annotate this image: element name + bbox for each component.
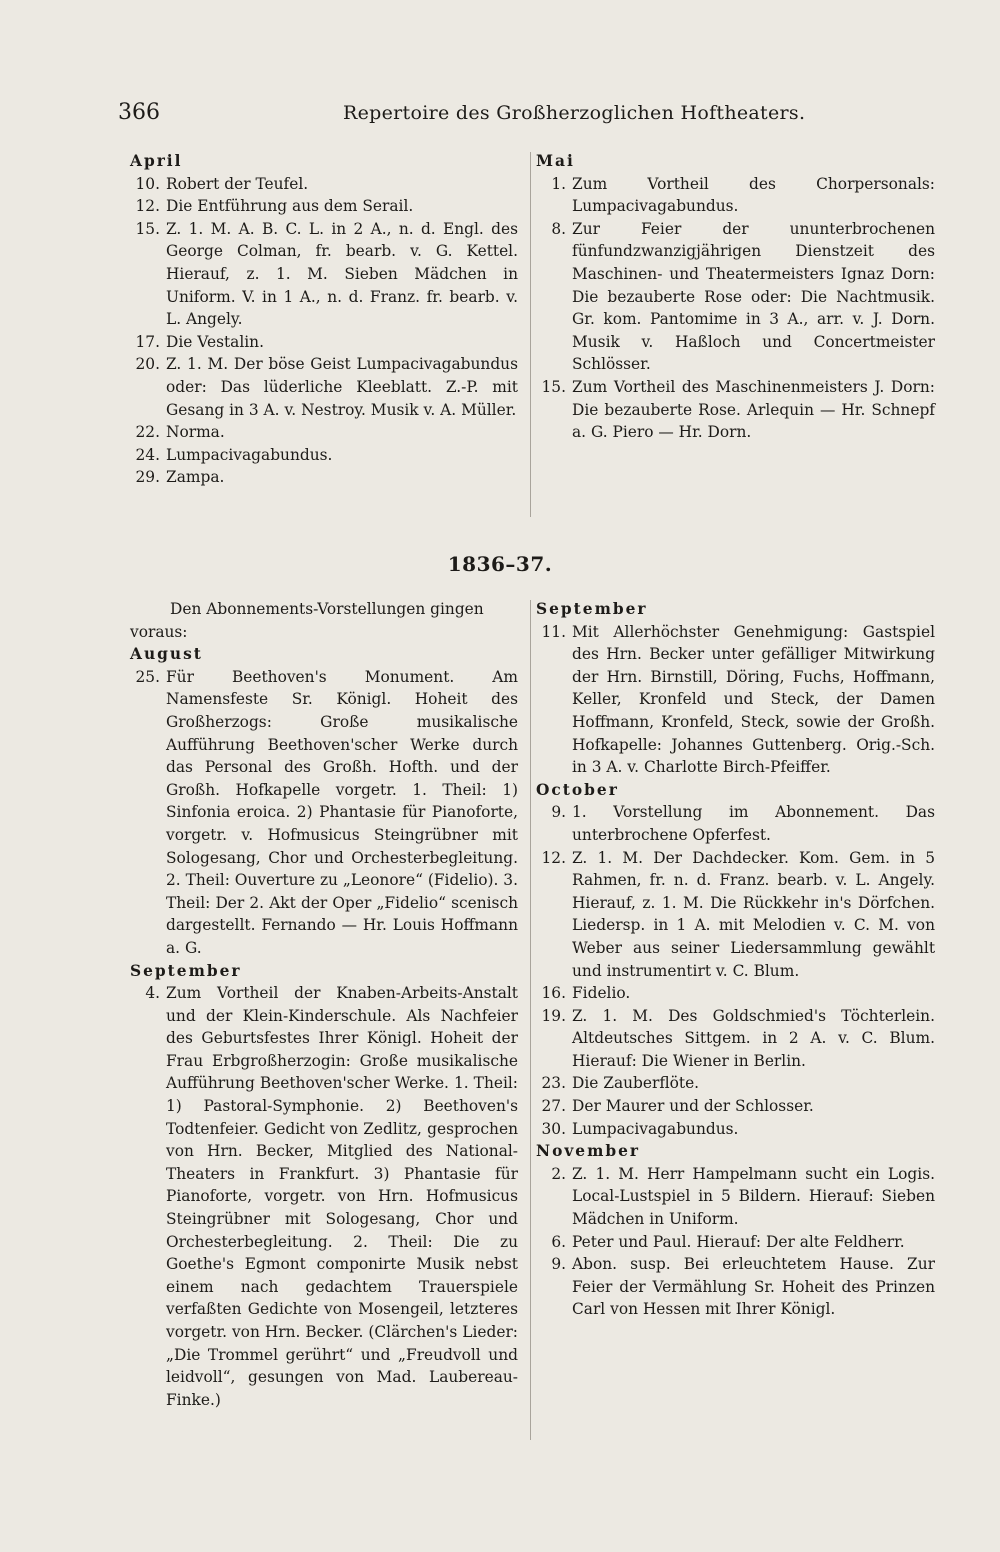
entry-day: 9. <box>551 803 566 822</box>
repertoire-entry <box>540 173 935 218</box>
repertoire-entry <box>540 218 935 376</box>
entry-text: Z. 1. M. Der Dachdecker. Kom. Gem. in 5 Rahmen, fr. n. d. Franz. bearb. v. L. Angely. Hierauf, z. 1. M. Die Rückkehr in's Dörfchen. Liedersp. in 1 A. mit Melodien v. C. M. von Weber aus seiner Liedersammlung gewählt und instrumentirt v. C. Blum. <box>572 848 935 980</box>
month-heading: April <box>130 152 183 170</box>
entry-day: 23. <box>541 1074 566 1093</box>
entry-day: 30. <box>541 1119 566 1138</box>
entry-text: Z. 1. M. Herr Hampelmann sucht ein Logis. Local-Lustspiel in 5 Bildern. Hierauf: Sieben Mädchen in Uniform. <box>572 1164 935 1229</box>
entry-day: 1. <box>551 174 566 193</box>
entry-day: 12. <box>135 197 160 216</box>
entry-day: 16. <box>541 984 566 1003</box>
entry-day: 24. <box>135 445 160 464</box>
page-header <box>118 100 933 130</box>
repertoire-entry <box>134 353 518 421</box>
entry-day: 12. <box>541 848 566 867</box>
entry-day: 19. <box>541 1006 566 1025</box>
entry-day: 27. <box>541 1097 566 1116</box>
month-heading: October <box>536 780 619 799</box>
repertoire-entry <box>134 173 518 196</box>
column-divider-bottom <box>530 600 531 1440</box>
intro-text: Den Abonnements-Vorstellungen gingen voraus: <box>130 600 484 641</box>
entry-text: Robert der Teufel. <box>166 174 309 193</box>
repertoire-entry <box>540 847 935 983</box>
entry-text: Zum Vortheil des Maschinenmeisters J. Dorn: Die bezauberte Rose. Arlequin — Hr. Schnepf a. G. Piero — Hr. Dorn. <box>572 377 935 442</box>
entry-text: Zampa. <box>166 468 225 487</box>
month-heading: Mai <box>536 152 575 170</box>
entry-day: 8. <box>551 219 566 238</box>
entry-text: Mit Allerhöchster Genehmigung: Gastspiel des Hrn. Becker unter gefälliger Mitwirkung der Hrn. Birnstill, Döring, Fuchs, Hoffmann, Keller, Kronfeld und Steck, der Damen Hoffmann, Kronfeld, Steck, sowie der Großh. Hofkapelle: Johannes Guttenberg. Orig.-Sch. in 3 A. v. Charlotte Birch-Pfeiffer. <box>572 622 935 777</box>
entry-text: Z. 1. M. Des Goldschmied's Töchterlein. Altdeutsches Sittgem. in 2 A. v. C. Blum. Hierauf: Die Wiener in Berlin. <box>572 1006 935 1070</box>
entry-day: 10. <box>135 174 160 193</box>
repertoire-entry <box>134 195 518 218</box>
column-left-bottom <box>130 598 518 1411</box>
entry-day: 17. <box>135 332 160 351</box>
column-divider-top <box>530 152 531 517</box>
running-title: Repertoire des Großherzoglichen Hoftheaters. <box>343 102 806 124</box>
entry-day: 4. <box>145 984 160 1003</box>
entry-text: Z. 1. M. Der böse Geist Lumpacivagabundus oder: Das lüderliche Kleeblatt. Z.-P. mit Gesang in 3 A. v. Nestroy. Musik v. A. Müller. <box>166 355 518 419</box>
repertoire-entry <box>134 331 518 354</box>
repertoire-entry <box>134 421 518 444</box>
repertoire-entry <box>540 982 935 1005</box>
repertoire-entry <box>540 1095 935 1118</box>
entry-text: Z. 1. M. A. B. C. L. in 2 A., n. d. Engl. des George Colman, fr. bearb. v. G. Kettel. Hierauf, z. 1. M. Sieben Mädchen in Uniform. V. in 1 A., n. d. Franz. fr. bearb. v. L. Angely. <box>166 219 518 329</box>
column-left-top <box>130 150 518 489</box>
entry-text: Für Beethoven's Monument. Am Namensfeste Sr. Königl. Hoheit des Großherzogs: Große musikalische Aufführung Beethoven'scher Werke durch das Personal des Großh. Hofth. und der Großh. Hofkapelle vorgetr. 1. Theil: 1) Sinfonia eroica. 2) Phantasie für Pianoforte, vorgetr. v. Hofmusicus Steingrübner mit Sologesang, Chor und Orchesterbegleitung. 2. Theil: Ouverture zu „Leonore“ (Fidelio). 3. Theil: Der 2. Akt der Oper „Fidelio“ scenisch dargestellt. Fernando — Hr. Louis Hoffmann a. G. <box>166 667 518 957</box>
entry-day: 20. <box>135 355 160 374</box>
repertoire-entry <box>134 218 518 331</box>
entry-day: 22. <box>135 423 160 442</box>
entry-day: 2. <box>551 1164 566 1183</box>
entry-day: 11. <box>541 622 566 641</box>
entry-text: 1. Vorstellung im Abonnement. Das unterbrochene Opferfest. <box>572 803 935 844</box>
entry-day: 6. <box>551 1232 566 1251</box>
repertoire-entry <box>540 1163 935 1231</box>
page-number: 366 <box>118 100 160 125</box>
repertoire-entry <box>540 1005 935 1073</box>
month-heading: November <box>536 1142 641 1161</box>
entry-day: 29. <box>135 468 160 487</box>
season-heading: 1836–37. <box>447 552 553 576</box>
entry-text: Peter und Paul. Hierauf: Der alte Feldherr. <box>572 1232 905 1251</box>
month-heading: September <box>130 961 242 980</box>
repertoire-entry <box>540 801 935 846</box>
column-right-top <box>536 150 935 444</box>
repertoire-entry <box>134 466 518 489</box>
entry-day: 9. <box>551 1255 566 1274</box>
entry-day: 25. <box>135 667 160 686</box>
repertoire-entry <box>540 1253 935 1321</box>
entry-text: Die Zauberflöte. <box>572 1074 700 1093</box>
month-heading: September <box>536 600 648 618</box>
entry-text: Norma. <box>166 423 225 442</box>
entry-text: Lumpacivagabundus. <box>166 445 333 464</box>
entry-text: Fidelio. <box>572 984 631 1003</box>
repertoire-entry <box>540 621 935 779</box>
month-heading: August <box>130 645 203 664</box>
entry-text: Zum Vortheil des Chorpersonals: Lumpacivagabundus. <box>572 174 935 216</box>
entry-day: 15. <box>541 377 566 396</box>
entry-text: Der Maurer und der Schlosser. <box>572 1097 814 1116</box>
entry-text: Die Entführung aus dem Serail. <box>166 197 414 216</box>
repertoire-entry <box>134 444 518 467</box>
repertoire-entry <box>540 1072 935 1095</box>
column-right-bottom <box>536 598 935 1321</box>
repertoire-entry <box>540 1118 935 1141</box>
repertoire-entry <box>540 376 935 444</box>
entry-text: Lumpacivagabundus. <box>572 1119 739 1138</box>
repertoire-entry <box>540 1231 935 1254</box>
entry-text: Zum Vortheil der Knaben-Arbeits-Anstalt und der Klein-Kinderschule. Als Nachfeier des Geburtsfestes Ihrer Königl. Hoheit der Frau Erbgroßherzogin: Große musikalische Aufführung Beethoven'scher Werke. 1. Theil: 1) Pastoral-Symphonie. 2) Beethoven's Todtenfeier. Gedicht von Zedlitz, gesprochen von Hrn. Becker, Mitglied des National-Theaters in Frankfurt. 3) Phantasie für Pianoforte, vorgetr. von Hrn. Hofmusicus Steingrübner mit Sologesang, Chor und Orchesterbegleitung. 2. Theil: Die zu Goethe's Egmont componirte Musik nebst einem nach gedachtem Trauerspiele verfaßten Gedichte von Mosengeil, letzteres vorgetr. von Hrn. Becker. (Clärchen's Lieder: „Die Trommel gerührt“ und „Freudvoll und leidvoll“, gesungen von Mad. Laubereau-Finke.) <box>166 984 518 1409</box>
entry-day: 15. <box>135 219 160 238</box>
repertoire-entry <box>134 666 518 960</box>
entry-text: Abon. susp. Bei erleuchtetem Hause. Zur Feier der Vermählung Sr. Hoheit des Prinzen Carl von Hessen mit Ihrer Königl. <box>572 1255 935 1319</box>
entry-text: Die Vestalin. <box>166 332 264 351</box>
entry-text: Zur Feier der ununterbrochenen fünfundzwanzigjährigen Dienstzeit des Maschinen- und Theatermeisters Ignaz Dorn: Die bezauberte Rose oder: Die Nachtmusik. Gr. kom. Pantomime in 3 A., arr. v. J. Dorn. Musik v. Haßloch und Concertmeister Schlösser. <box>572 219 935 374</box>
repertoire-entry <box>134 982 518 1411</box>
